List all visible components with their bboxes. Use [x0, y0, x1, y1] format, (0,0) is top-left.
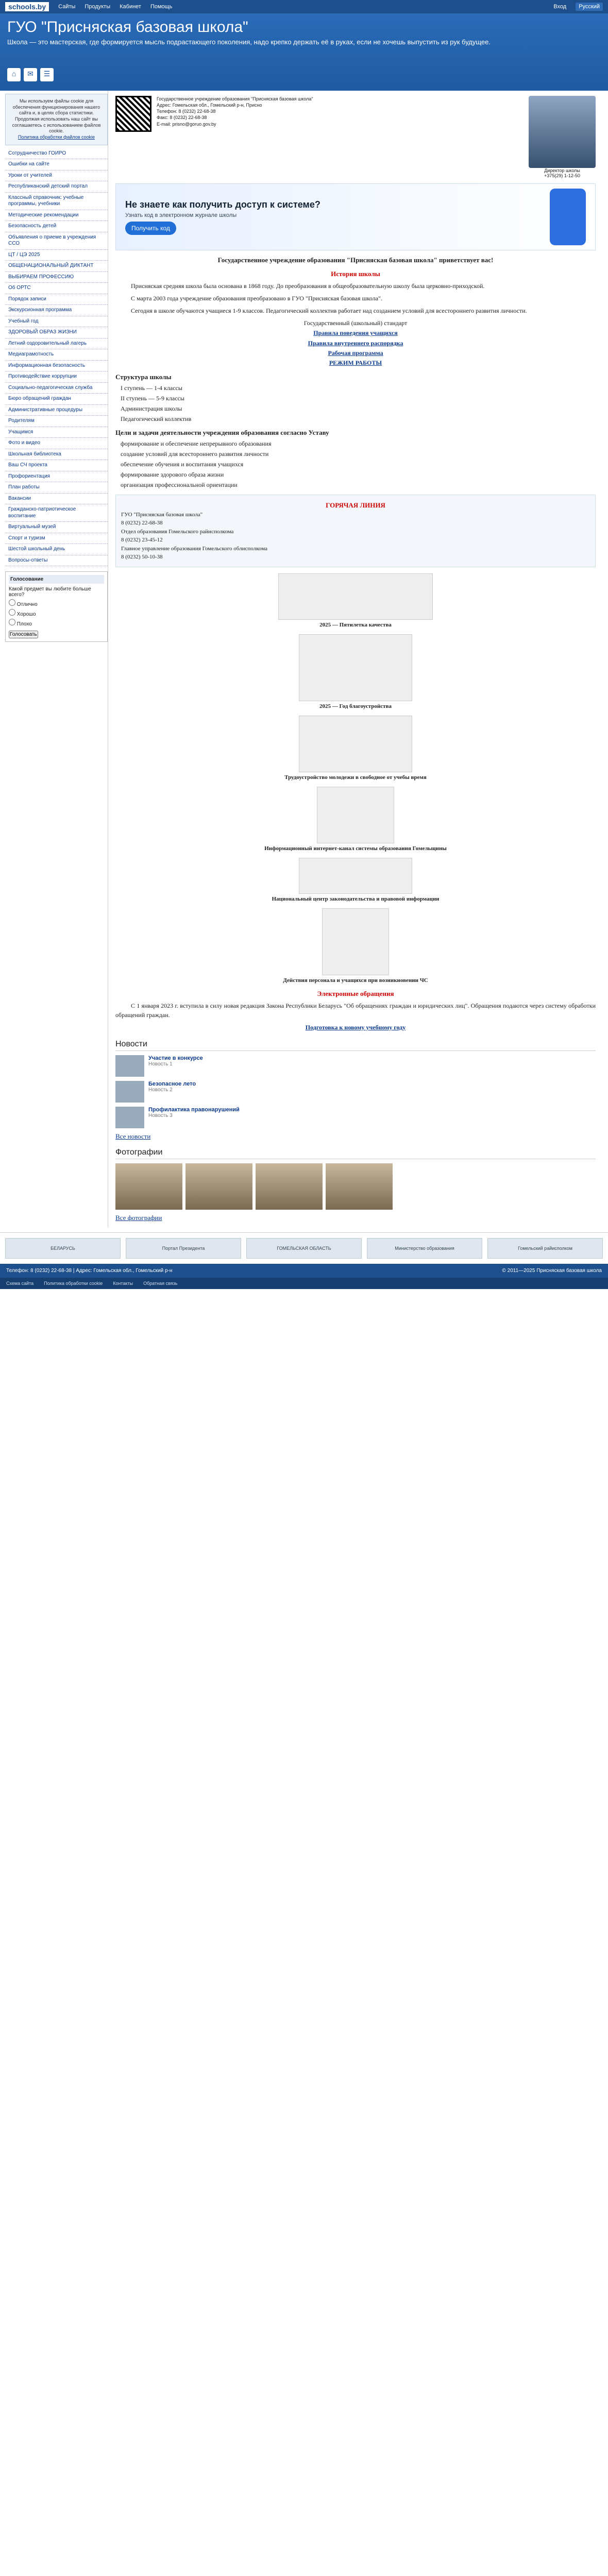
goals-title: Цели и задачи деятельности учреждения образования согласно Уставу [115, 429, 329, 437]
partner-logos [0, 1232, 608, 1264]
topbar-link-products[interactable]: Продукты [85, 4, 111, 10]
sidebar-menu-item[interactable]: ЦТ / ЦЭ 2025 [5, 250, 108, 261]
vote-button[interactable]: Голосовать [10, 632, 37, 638]
news-meta: Новость 2 [148, 1087, 173, 1093]
banner-image-block[interactable] [115, 573, 596, 628]
goals-list [115, 439, 596, 489]
sidebar-menu-item[interactable]: Сотрудничество ГОИРО [5, 148, 108, 160]
news-title[interactable]: Безопасное лето [148, 1080, 196, 1087]
sidebar-menu-item[interactable]: Спорт и туризм [5, 533, 108, 545]
document-link[interactable]: РЕЖИМ РАБОТЫ [329, 359, 382, 366]
sidebar-menu-item[interactable]: Административные процедуры [5, 405, 108, 416]
info-line: Факс: 8 (0232) 22-68-38 [157, 115, 207, 121]
appeals-title: Электронные обращения [317, 989, 394, 997]
banner-image-block[interactable] [115, 858, 596, 902]
banner-image-caption: Национальный центр законодательства и правовой информации [272, 895, 440, 902]
goal-item: организация профессиональной ориентации [121, 481, 238, 489]
director-phone: +375(29) 1-12-50 [544, 173, 580, 178]
footer-link[interactable]: Контакты [113, 1280, 133, 1286]
gallery-photo[interactable] [115, 1163, 182, 1210]
footer-copyright: © 2011—2025 Присняская базовая школа [502, 1267, 602, 1274]
news-item[interactable] [115, 1107, 596, 1128]
footer-link[interactable]: Обратная связь [143, 1280, 178, 1286]
school-info [115, 96, 596, 178]
document-link[interactable]: Рабочая программа [328, 349, 383, 357]
mail-icon[interactable]: ✉ [24, 68, 37, 81]
document-link[interactable]: Правила внутреннего распорядка [308, 339, 403, 347]
banner-images [115, 573, 596, 984]
news-thumbnail[interactable] [115, 1055, 144, 1077]
banner-image[interactable] [299, 716, 412, 772]
partner-logo[interactable]: БЕЛАРУСЬ [5, 1238, 121, 1259]
sidebar-menu-item[interactable]: Гражданско-патриотическое воспитание [5, 504, 108, 522]
login-link[interactable]: Вход [553, 4, 567, 10]
qr-code-icon [115, 96, 151, 132]
sidebar-menu-item[interactable]: Ошибки на сайте [5, 159, 108, 171]
hotline-line: Главное управление образования Гомельского облисполкома [121, 545, 267, 552]
structure-item: II ступень — 5-9 классы [121, 395, 184, 402]
sidebar-menu-item[interactable]: Уроки от учителей [5, 171, 108, 182]
footer-link[interactable]: Политика обработки cookie [44, 1280, 103, 1286]
banner-image[interactable] [317, 787, 394, 843]
home-icon[interactable]: ⌂ [7, 68, 21, 81]
footer-links [0, 1278, 608, 1289]
sidebar-menu-item[interactable]: ОБЩЕНАЦИОНАЛЬНЫЙ ДИКТАНТ [5, 261, 108, 272]
sidebar-menu-item[interactable]: Учащимся [5, 427, 108, 438]
sidebar-menu-item[interactable]: Шестой школьный день [5, 544, 108, 555]
gallery-photo[interactable] [256, 1163, 323, 1210]
news-item[interactable] [115, 1055, 596, 1077]
sidebar-menu-item[interactable]: Ваш СЧ проекта [5, 460, 108, 471]
structure-list [115, 383, 596, 423]
goal-item: обеспечение обучения и воспитания учащихся [121, 461, 244, 468]
hotline-line: Отдел образования Гомельского райисполкома [121, 528, 234, 535]
standard-title: Государственный (школьный) стандарт [303, 319, 408, 327]
sidebar-menu-item[interactable]: Виртуальный музей [5, 522, 108, 533]
poll-widget [5, 571, 108, 642]
sidebar-menu-item[interactable]: Медиаграмотность [5, 349, 108, 361]
news-meta: Новость 1 [148, 1061, 173, 1067]
history-title: История школы [331, 270, 380, 278]
structure-item: Администрация школы [121, 405, 182, 413]
document-link[interactable]: Правила поведения учащихся [313, 329, 398, 337]
goal-item: формирование и обеспечение непрерывного образования [121, 440, 272, 448]
gallery-photo[interactable] [326, 1163, 393, 1210]
topbar-link-cabinet[interactable]: Кабинет [120, 4, 141, 10]
topbar [0, 0, 608, 13]
sidebar-menu-item[interactable]: ЗДОРОВЫЙ ОБРАЗ ЖИЗНИ [5, 327, 108, 338]
document-links [115, 318, 596, 368]
sidebar-menu-item[interactable]: Методические рекомендации [5, 210, 108, 222]
banner-image[interactable] [299, 858, 412, 894]
sidebar-menu-item[interactable]: Школьная библиотека [5, 449, 108, 461]
poll-option[interactable]: Отлично [9, 599, 104, 607]
hotline-line: 8 (0232) 22-68-38 [121, 520, 163, 527]
sidebar-menu-item[interactable]: Вакансии [5, 494, 108, 505]
gallery-photo[interactable] [185, 1163, 252, 1210]
school-title: ГУО "Присняская базовая школа" [7, 19, 248, 36]
footer [0, 1264, 608, 1278]
sidebar-menu-item[interactable]: Классный справочник: учебные программы, учебники [5, 193, 108, 210]
partner-logo[interactable]: Гомельский райисполком [487, 1238, 603, 1259]
banner-image[interactable] [278, 573, 433, 620]
site-header [0, 13, 608, 91]
poll-option[interactable]: Плохо [9, 619, 104, 627]
sidebar-menu-item[interactable]: Вопросы-ответы [5, 555, 108, 567]
history-paragraph: Сегодня в школе обучаются учащиеся 1-9 классов. Педагогический коллектив работает над созданием условий для всестороннего развития личности. [131, 307, 527, 315]
footer-contacts: Телефон: 8 (0232) 22-68-38 | Адрес: Гомельская обл., Гомельский р-н [6, 1267, 173, 1274]
sidebar-menu-item[interactable]: Экскурсионная программа [5, 305, 108, 316]
sitemap-icon[interactable]: ☰ [40, 68, 54, 81]
sidebar-menu-item[interactable]: Социально-педагогическая служба [5, 383, 108, 394]
info-line: Адрес: Гомельская обл., Гомельский р-н, Присно [157, 103, 262, 108]
goal-item: создание условий для всестороннего развития личности [121, 450, 269, 458]
photo-gallery [115, 1163, 596, 1210]
structure-title: Структура школы [115, 373, 172, 381]
all-photos-link[interactable]: Все фотографии [115, 1213, 162, 1222]
poll-option[interactable]: Хорошо [9, 609, 104, 617]
news-thumbnail[interactable] [115, 1081, 144, 1103]
left-sidebar [5, 91, 108, 1227]
cookie-notice-text: Мы используем файлы cookie для обеспечения функционирования нашего сайта и, в целях сбора статистики. Продолжая использовать наш сайт вы соглашаетесь с использованием файлов cookie. [12, 98, 101, 134]
hotline-line: ГУО "Присняская базовая школа" [121, 511, 203, 518]
history-paragraph: Присняская средняя школа была основана в 1868 году. До преобразования в общеобразовательную школу была церковно-приходской. [131, 282, 485, 290]
appeals-text: С 1 января 2023 г. вступила в силу новая редакция Закона Республики Беларусь "Об обращениях граждан и юридических лиц". Обращения подаются через систему обработки обращений граждан. [115, 1002, 596, 1019]
partner-logo[interactable]: ГОМЕЛЬСКАЯ ОБЛАСТЬ [246, 1238, 362, 1259]
sidebar-menu-item[interactable]: Родителям [5, 416, 108, 427]
goal-item: формирование здорового образа жизни [121, 471, 224, 479]
language-selector[interactable]: Русский [576, 3, 603, 11]
cookie-notice [5, 94, 108, 145]
motto-marquee: Школа — это мастерская, где формируется мысль подрастающего поколения, надо крепко держать её в руках, если не хочешь выпустить из рук будущее. [7, 38, 491, 46]
poll-question: Какой предмет вы любите больше всего? [9, 586, 91, 598]
site-logo[interactable]: schools.by [5, 2, 49, 11]
all-news-link[interactable]: Все новости [115, 1132, 151, 1140]
sidebar-menu-item[interactable]: Об ОРТС [5, 283, 108, 294]
gallery-heading: Фотографии [115, 1148, 596, 1159]
sidebar-menu-item[interactable]: Республиканский детский портал [5, 181, 108, 193]
sidebar-menu-item[interactable]: Безопасность детей [5, 221, 108, 232]
banner-image-block[interactable] [115, 908, 596, 984]
sidebar-menu-item[interactable]: Объявления о приеме в учреждения ССО [5, 232, 108, 250]
hotline-block [115, 495, 596, 567]
footer-link[interactable]: Схема сайта [6, 1280, 34, 1286]
news-meta: Новость 3 [148, 1112, 173, 1118]
sidebar-menu-item[interactable]: ВЫБИРАЕМ ПРОФЕССИЮ [5, 272, 108, 283]
hotline-title: ГОРЯЧАЯ ЛИНИЯ [326, 501, 385, 510]
sidebar-menu-item[interactable]: Профориентация [5, 471, 108, 483]
structure-item: I ступень — 1-4 классы [121, 384, 182, 392]
sidebar-menu-item[interactable]: Учебный год [5, 316, 108, 328]
partner-logo[interactable]: Министерство образования [367, 1238, 482, 1259]
banner-image-block[interactable] [115, 716, 596, 781]
sidebar-menu-item[interactable]: План работы [5, 482, 108, 494]
sidebar-menu-item[interactable]: Противодействие коррупции [5, 371, 108, 383]
news-thumbnail[interactable] [115, 1107, 144, 1128]
info-line: Телефон: 8 (0232) 22-68-38 [157, 109, 216, 114]
sidebar-menu-item[interactable]: Фото и видео [5, 438, 108, 449]
sidebar-menu-item[interactable]: Бюро обращений граждан [5, 394, 108, 405]
banner-image-block[interactable] [115, 787, 596, 852]
hotline-line: 8 (0232) 50-10-38 [121, 554, 163, 561]
sidebar-menu [5, 148, 108, 567]
phone-illustration [550, 189, 586, 245]
banner-image[interactable] [322, 908, 389, 975]
news-heading: Новости [115, 1040, 596, 1051]
info-line: Государственное учреждение образования "Присняская базовая школа" [157, 96, 313, 101]
banner-image-caption: 2025 — Пятилетка качества [319, 621, 392, 628]
news-list [115, 1055, 596, 1128]
director-caption: Директор школы [544, 168, 580, 173]
access-banner[interactable] [115, 183, 596, 250]
partner-logo[interactable]: Портал Президента [126, 1238, 241, 1259]
history-paragraph: С марта 2003 года учреждение образования преобразовано в ГУО "Присняская базовая школа". [131, 295, 382, 302]
sidebar-menu-item[interactable]: Информационная безопасность [5, 361, 108, 372]
main-content [108, 91, 603, 1227]
history-paragraphs [115, 281, 596, 315]
director-photo [529, 96, 596, 168]
info-line: E-mail: prisno@goruo.gov.by [157, 121, 216, 127]
sidebar-menu-item[interactable]: Летний оздоровительный лагерь [5, 338, 108, 350]
cookie-policy-link[interactable]: Политика обработки файлов cookie [18, 134, 95, 140]
banner-subtitle: Узнать код в электронном журнале школы [125, 212, 237, 218]
school-year-link[interactable]: Подготовка к новому учебному году [305, 1023, 406, 1031]
banner-title: Не знаете как получить доступ к системе? [125, 199, 320, 210]
news-item[interactable] [115, 1081, 596, 1103]
poll-title: Голосование [9, 575, 104, 584]
structure-item: Педагогический коллектив [121, 415, 192, 423]
banner-image-caption: 2025 — Год благоустройства [319, 703, 392, 709]
topbar-link-help[interactable]: Помощь [150, 4, 173, 10]
banner-image-block[interactable] [115, 634, 596, 709]
banner-image-caption: Действия персонала и учащихся при возникновении ЧС [283, 977, 428, 984]
banner-image[interactable] [299, 634, 412, 701]
news-title[interactable]: Участие в конкурсе [148, 1055, 203, 1061]
banner-image-caption: Трудоустройство молодежи в свободное от учебы время [284, 774, 427, 781]
banner-image-caption: Информационный интернет-канал системы образования Гомельщины [264, 845, 447, 852]
hotline-line: 8 (0232) 23-45-12 [121, 537, 163, 544]
director-block [529, 96, 596, 178]
news-title[interactable]: Профилактика правонарушений [148, 1106, 240, 1113]
greeting-text: Государственное учреждение образования "Присняская базовая школа" приветствует вас! [217, 256, 494, 264]
school-info-text [157, 96, 523, 127]
topbar-link-sites[interactable]: Сайты [58, 4, 76, 10]
sidebar-menu-item[interactable]: Порядок записи [5, 294, 108, 306]
get-code-button[interactable]: Получить код [125, 222, 176, 235]
